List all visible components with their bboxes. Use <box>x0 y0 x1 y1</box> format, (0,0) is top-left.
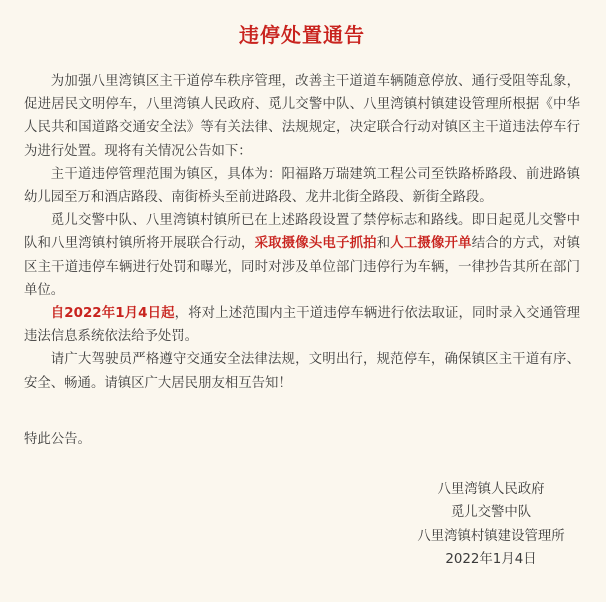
highlight-manual-ticket: 人工摄像开单 <box>390 236 472 252</box>
notice-title: 违停处置通告 <box>239 23 365 47</box>
paragraph-scope: 主干道违停管理范围为镇区，具体为：阳福路万瑞建筑工程公司至铁路桥路段、前进路镇幼儿园至万和酒店路段、南街桥头至前进路段、龙井北街全路段、新街全路段。 <box>24 166 580 206</box>
signature-block <box>406 478 576 572</box>
enforcement-text-3: 结合的方式，对镇区主干道违停车辆进行处罚和曝光，同时对涉及单位部门违停行为车辆，一律抄告其所在部门单位。 <box>24 236 581 298</box>
paragraph-effective-date <box>24 302 580 348</box>
closing-statement: 特此公告。 <box>24 431 91 447</box>
paragraph-intro: 为加强八里湾镇区主干道停车秩序管理，改善主干道道车辆随意停放、通行受阻等乱象，促进居民文明停车，八里湾镇人民政府、觅儿交警中队、八里湾镇村镇建设管理所根据《中华人民共和国道路交通安全法》等有关法律、法规规定，决定联合行动对镇区主干道违法停车行为进行处置。现将有关情况公告如下： <box>24 74 580 159</box>
signature-date: 2022年1月4日 <box>445 552 537 568</box>
paragraph-appeal: 请广大驾驶员严格遵守交通安全法律法规，文明出行，规范停车，确保镇区主干道有序、安全、畅通。请镇区广大居民朋友相互告知！ <box>24 352 580 391</box>
signature-org-government: 八里湾镇人民政府 <box>437 482 545 497</box>
paragraph-enforcement <box>24 209 580 302</box>
highlight-camera-capture: 采取摄像头电子抓拍 <box>254 236 377 252</box>
highlight-effective-date: 自2022年1月4日起 <box>50 306 175 322</box>
enforcement-text-1: 觅儿交警中队、八里湾镇村镇所已在上述路段设置了禁停标志和路线。即日起觅儿交警中队和八里湾镇村镇所将开展联合行动， <box>24 213 580 252</box>
signature-org-construction: 八里湾镇村镇建设管理所 <box>417 528 565 544</box>
effective-date-text: ，将对上述范围内主干道违停车辆进行依法取证，同时录入交通管理违法信息系统依法给予处罚。 <box>24 306 580 345</box>
enforcement-text-2: 和 <box>376 236 391 252</box>
signature-org-police: 觅儿交警中队 <box>450 505 532 521</box>
